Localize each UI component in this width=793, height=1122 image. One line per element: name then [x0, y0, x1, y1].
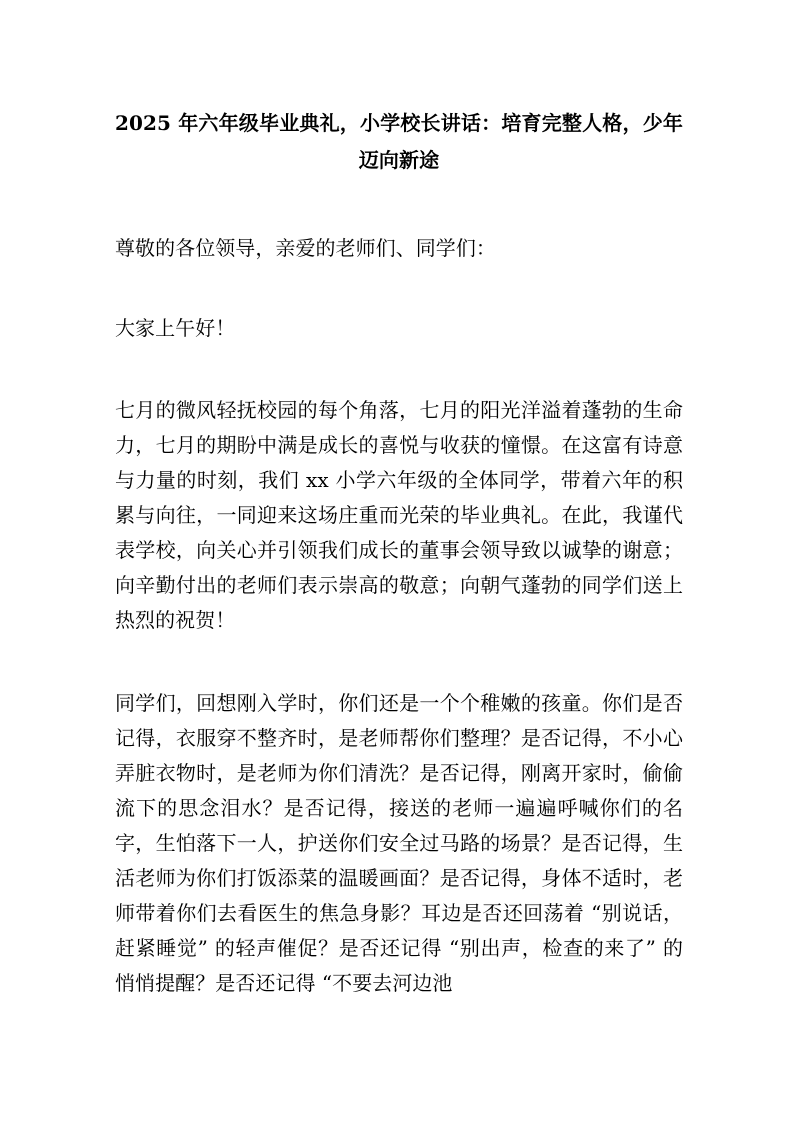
greeting-line: 大家上午好！ [115, 316, 236, 340]
document-content [115, 0, 683, 1001]
top-margin-spacer [115, 0, 683, 105]
spacer-between-paragraphs [115, 638, 683, 686]
body-paragraph-2: 同学们，回想刚入学时，你们还是一个个稚嫩的孩童。你们是否记得，衣服穿不整齐时，是老师帮你们整理？是否记得，不小心弄脏衣物时，是老师为你们清洗？是否记得，刚离开家时，偷偷流下的思念泪水？是否记得，接送的老师一遍遍呼喊你们的名字，生怕落下一人，护送你们安全过马路的场景？是否记得，生活老师为你们打饭添菜的温暖画面？是否记得，身体不适时，老师带着你们去看医生的焦急身影？耳边是否还回荡着 “别说话，赶紧睡觉” 的轻声催促？是否还记得 “别出声，检查的来了” 的悄悄提醒？是否还记得 “不要去河边池 [115, 691, 683, 995]
spacer-after-title [115, 179, 683, 231]
page-title-text: 2025 年六年级毕业典礼，小学校长讲话：培育完整人格，少年迈向新途 [115, 111, 683, 172]
spacer-after-greeting [115, 346, 683, 393]
page-title [115, 105, 683, 179]
salutation-line: 尊敬的各位领导，亲爱的老师们、同学们： [115, 236, 496, 260]
body-paragraph-1: 七月的微风轻抚校园的每个角落，七月的阳光洋溢着蓬勃的生命力，七月的期盼中满是成长的喜悦与收获的憧憬。在这富有诗意与力量的时刻，我们 xx 小学六年级的全体同学，带着六年的积累与向往，一同迎来这场庄重而光荣的毕业典礼。在此，我谨代表学校，向关心并引领我们成长的董事会领导致以诚挚的谢意；向辛勤付出的老师们表示崇高的敬意；向朝气蓬勃的同学们送上热烈的祝贺！ [115, 398, 683, 632]
spacer-after-salutation [115, 266, 683, 311]
